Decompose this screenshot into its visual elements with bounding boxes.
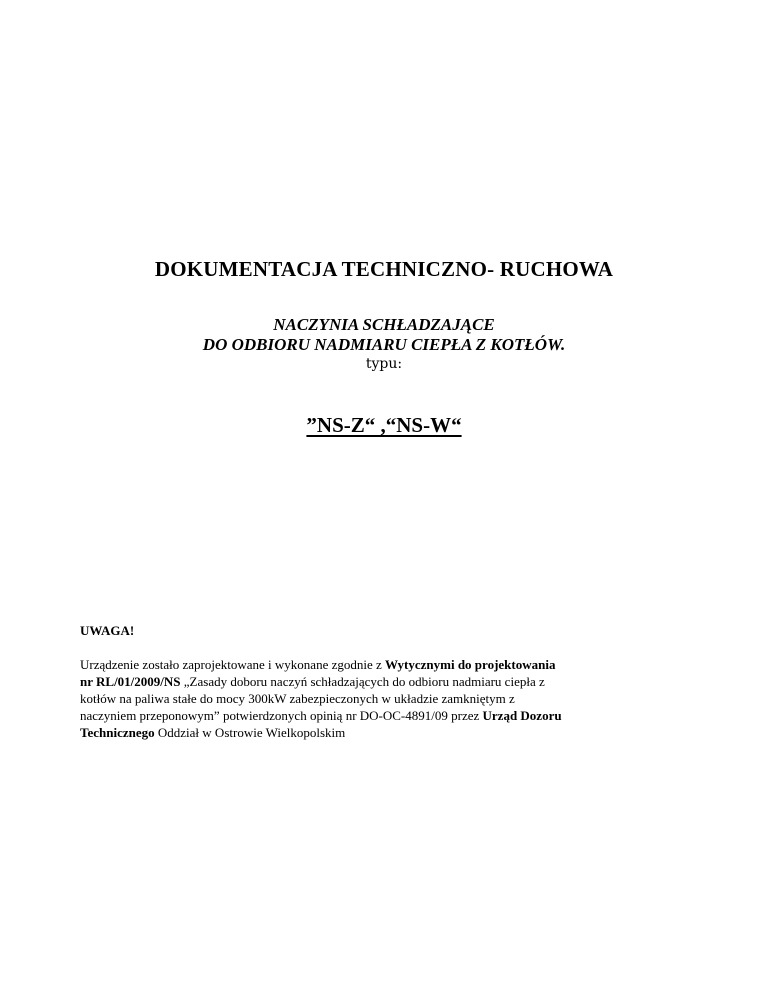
notice-authority: Urząd Dozoru (482, 708, 562, 723)
notice-text: Oddział w Ostrowie Wielkopolskim (154, 725, 346, 740)
document-title: DOKUMENTACJA TECHNICZNO- RUCHOWA (154, 257, 614, 281)
notice-text: naczyniem przeponowym” potwierdzonych opinią nr DO-OC-4891/09 przez (80, 708, 483, 723)
notice-line-5 (80, 724, 680, 741)
notice-guidelines-number: nr RL/01/2009/NS (80, 674, 181, 689)
type-label: typu: (365, 356, 403, 372)
subtitle-line-1: NACZYNIA SCHŁADZAJĄCE (273, 315, 495, 334)
notice-line-1 (80, 656, 680, 673)
notice-line-3 (80, 690, 680, 707)
subtitle-line-2: DO ODBIORU NADMIARU CIEPŁA Z KOTŁÓW. (202, 335, 566, 354)
notice-authority: Technicznego (80, 725, 155, 740)
notice-body (80, 656, 680, 741)
type-codes-text: ”NS-Z“ ,“NS-W“ (306, 413, 462, 437)
notice-guidelines-ref: Wytycznymi do projektowania (385, 657, 556, 672)
notice-heading: UWAGA! (80, 623, 135, 638)
type-codes (0, 413, 768, 438)
notice-text: Urządzenie zostało zaprojektowane i wykonane zgodnie z (80, 657, 386, 672)
notice-line-4 (80, 707, 680, 724)
notice-line-2 (80, 673, 680, 690)
notice-text: kotłów na paliwa stałe do mocy 300kW zabezpieczonych w układzie zamkniętym z (80, 691, 515, 706)
notice-text: „Zasady doboru naczyń schładzających do odbioru nadmiaru ciepła z (180, 674, 545, 689)
